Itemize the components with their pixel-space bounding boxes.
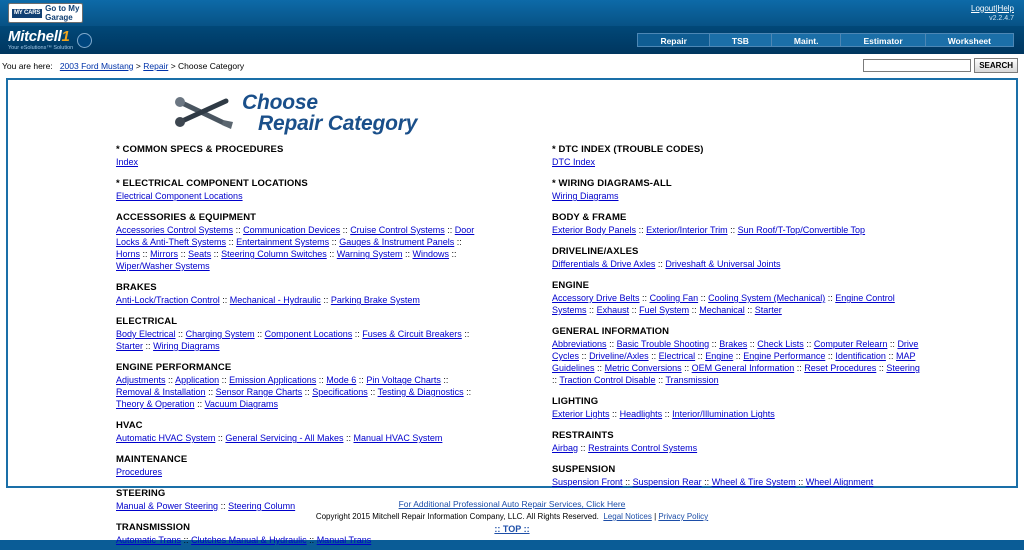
search-button[interactable]: SEARCH [974,58,1018,73]
link-sun-roof-t-top-convertible-top[interactable]: Sun Roof/T-Top/Convertible Top [737,225,866,235]
privacy-policy-link[interactable]: Privacy Policy [658,512,709,521]
section-restraints [552,430,1016,454]
footer-sep: | [654,512,657,521]
link-separator: | [995,3,998,13]
link-pin-voltage-charts[interactable]: Pin Voltage Charts [366,375,441,385]
breadcrumb-sep-1: > [135,60,141,71]
link-exterior-interior-trim[interactable]: Exterior/Interior Trim [646,225,728,235]
page-title [242,92,417,134]
section-maintenance [116,454,512,478]
link-interior-illumination-lights[interactable]: Interior/Illumination Lights [672,409,775,419]
section-body-frame [552,212,1016,236]
link-automatic-trans[interactable]: Automatic Trans [116,535,182,545]
section-steering [116,488,512,512]
link-body-electrical[interactable]: Body Electrical [116,329,176,339]
tab-estimator[interactable]: Estimator [841,34,925,46]
link-starter[interactable]: Starter [116,341,144,351]
my-garage-label-line1: Go to My [45,4,80,13]
section-heading: MAINTENANCE [116,454,188,465]
link-horns[interactable]: Horns [116,249,141,259]
my-garage-label [45,4,79,22]
wrench-icon [168,92,238,134]
link-exhaust[interactable]: Exhaust [596,305,630,315]
link-theory-operation[interactable]: Theory & Operation [116,399,195,409]
link-component-locations[interactable]: Component Locations [264,329,353,339]
search-input[interactable] [863,59,971,72]
section-heading: DRIVELINE/AXLES [552,246,639,257]
section-heading: HVAC [116,420,143,431]
section-links [552,190,922,202]
section-heading: * ELECTRICAL COMPONENT LOCATIONS [116,178,308,189]
link-accessory-drive-belts[interactable]: Accessory Drive Belts [552,293,640,303]
link-gi-steering[interactable]: Steering [886,363,920,373]
section-links: Airbag :: Restraints Control Systems [552,443,698,453]
link-metric-conversions[interactable]: Metric Conversions [604,363,682,373]
link-general-servicing-all-makes[interactable]: General Servicing - All Makes [225,433,344,443]
link-restraints-control-systems[interactable]: Restraints Control Systems [588,443,698,453]
link-wiring-diagrams[interactable]: Wiring Diagrams [153,341,220,351]
link-identification[interactable]: Identification [835,351,886,361]
link-airbag[interactable]: Airbag [552,443,579,453]
link-basic-trouble-shooting[interactable]: Basic Trouble Shooting [616,339,710,349]
section-heading: ELECTRICAL [116,316,178,327]
link-emission-applications[interactable]: Emission Applications [229,375,317,385]
link-anti-lock-traction-control[interactable]: Anti-Lock/Traction Control [116,295,220,305]
section-heading: BODY & FRAME [552,212,627,223]
breadcrumb-strip [0,54,1024,78]
main-nav-tabs [637,33,1014,47]
section-links: Automatic Trans :: Clutches Manual & Hydraulic :: Manual Trans [116,535,372,545]
section-links: Differentials & Drive Axles :: Driveshaft & Universal Joints [552,259,781,269]
link-mechanical-hydraulic[interactable]: Mechanical - Hydraulic [229,295,321,305]
link-exterior-lights[interactable]: Exterior Lights [552,409,610,419]
section-heading: RESTRAINTS [552,430,614,441]
top-right-links [971,4,1018,23]
section-links: Accessories Control Systems :: Communication Devices :: Cruise Control Systems :: Door Locks & Anti-Theft Systems :: Entertainment Systems :: Gauges & Instrument Panels :: Horns :: Mirrors :: Seats :: Steering Column Switches :: Warning System :: Windows :: Wiper/Washer Systems [116,225,475,271]
section-heading: * WIRING DIAGRAMS-ALL [552,178,672,189]
section-heading: * COMMON SPECS & PROCEDURES [116,144,284,155]
page-title-block [8,80,1016,138]
link-clutches-manual-hydraulic[interactable]: Clutches Manual & Hydraulic [191,535,307,545]
link-cruise-control-systems[interactable]: Cruise Control Systems [350,225,445,235]
logout-link[interactable]: Logout [971,3,996,13]
link-fuel-system[interactable]: Fuel System [639,305,690,315]
section-links: Suspension Front :: Suspension Rear :: Wheel & Tire System :: Wheel Alignment [552,477,874,487]
link-fuses-circuit-breakers[interactable]: Fuses & Circuit Breakers [362,329,462,339]
section-links: Exterior Body Panels :: Exterior/Interior Trim :: Sun Roof/T-Top/Convertible Top [552,225,866,235]
link-vacuum-diagrams[interactable]: Vacuum Diagrams [204,399,278,409]
link-gi-electrical[interactable]: Electrical [658,351,696,361]
link-suspension-rear[interactable]: Suspension Rear [632,477,702,487]
section-transmission [116,522,512,546]
top-bar [0,0,1024,26]
breadcrumb-repair[interactable]: Repair [143,60,169,71]
section-electrical [116,316,512,352]
section-links: Abbreviations :: Basic Trouble Shooting :: Brakes :: Check Lists :: Computer Relearn :: Drive Cycles :: Driveline/Axles :: Electrical :: Engine :: Engine Performance :: Identification :: MAP Guidelines :: Metric Conversions :: OEM General Information :: Reset Procedures :: Steering :: Traction Control Disable :: Transmission [552,339,920,385]
section-hvac [116,420,512,444]
brand-tagline: Your eSolutions™ Solution [8,45,74,51]
section-heading: LIGHTING [552,396,599,407]
link-computer-relearn[interactable]: Computer Relearn [813,339,888,349]
link-windows[interactable]: Windows [412,249,450,259]
my-cars-logo: MY CARS [14,9,41,16]
tab-tsb[interactable]: TSB [710,34,772,46]
link-sensor-range-charts[interactable]: Sensor Range Charts [215,387,303,397]
breadcrumb-prefix: You are here: [2,60,53,71]
link-manual-trans[interactable]: Manual Trans [316,535,372,545]
link-charging-system[interactable]: Charging System [185,329,255,339]
section-links [116,156,486,168]
my-garage-label-line2: Garage [45,13,73,22]
link-entertainment-systems[interactable]: Entertainment Systems [236,237,330,247]
link-engine-control-systems[interactable]: Engine Control Systems [552,293,895,315]
link-mode-6[interactable]: Mode 6 [326,375,357,385]
right-column [512,144,1016,556]
back-to-top-link[interactable]: :: TOP :: [494,524,530,534]
section-heading: BRAKES [116,282,157,293]
left-column [8,144,512,556]
section-wiring-diagrams-all [552,178,1016,202]
link-warning-system[interactable]: Warning System [336,249,403,259]
section-common-specs [116,144,512,168]
link-wiper-washer-systems[interactable]: Wiper/Washer Systems [116,261,210,271]
breadcrumb [2,61,244,71]
link-door-locks-anti-theft[interactable]: Door Locks & Anti-Theft Systems [116,225,475,247]
my-garage-button[interactable] [8,3,83,23]
link-testing-diagnostics[interactable]: Testing & Diagnostics [377,387,464,397]
section-engine [552,280,1016,316]
section-links: Anti-Lock/Traction Control :: Mechanical - Hydraulic :: Parking Brake System [116,295,420,305]
section-heading: TRANSMISSION [116,522,191,533]
section-general-information [552,326,1016,386]
link-traction-control-disable[interactable]: Traction Control Disable [559,375,656,385]
link-gi-brakes[interactable]: Brakes [719,339,748,349]
link-manual-hvac-system[interactable]: Manual HVAC System [353,433,443,443]
help-link[interactable]: Help [997,3,1014,13]
section-lighting [552,396,1016,420]
link-index[interactable]: Index [116,157,139,167]
link-dtc-index[interactable]: DTC Index [552,157,596,167]
link-application[interactable]: Application [175,375,220,385]
link-engine-starter[interactable]: Starter [754,305,782,315]
brand-bar [0,26,1024,54]
section-heading: STEERING [116,488,166,499]
link-steering-column[interactable]: Steering Column [228,501,296,511]
link-cooling-system-mechanical[interactable]: Cooling System (Mechanical) [708,293,826,303]
tab-maint[interactable]: Maint. [772,34,842,46]
version-label: v2.2.4.7 [989,14,1014,22]
breadcrumb-current: Choose Category [178,60,245,71]
brand-name-accent: 1 [61,28,70,45]
section-links: Exterior Lights :: Headlights :: Interior/Illumination Lights [552,409,775,419]
link-differentials-drive-axles[interactable]: Differentials & Drive Axles [552,259,656,269]
section-heading: ENGINE [552,280,590,291]
section-heading: GENERAL INFORMATION [552,326,670,337]
link-reset-procedures[interactable]: Reset Procedures [804,363,877,373]
section-links [552,156,922,168]
category-columns [8,138,1016,556]
link-drive-cycles[interactable]: Drive Cycles [552,339,919,361]
section-links [116,466,486,478]
brand-name-text: Mitchell [8,28,62,45]
section-accessories-equipment [116,212,512,272]
legal-notices-link[interactable]: Legal Notices [603,512,652,521]
link-manual-power-steering[interactable]: Manual & Power Steering [116,501,219,511]
link-driveshaft-universal-joints[interactable]: Driveshaft & Universal Joints [665,259,781,269]
link-steering-column-switches[interactable]: Steering Column Switches [221,249,327,259]
link-procedures[interactable]: Procedures [116,467,163,477]
link-gauges-instrument-panels[interactable]: Gauges & Instrument Panels [339,237,455,247]
link-wheel-tire-system[interactable]: Wheel & Tire System [711,477,796,487]
link-check-lists[interactable]: Check Lists [757,339,804,349]
section-heading: SUSPENSION [552,464,616,475]
section-electrical-component-locations [116,178,512,202]
page-title-line2: Repair Category [258,112,418,135]
brand-circle-icon [77,33,92,48]
link-specifications[interactable]: Specifications [312,387,368,397]
link-gi-engine[interactable]: Engine [705,351,734,361]
brand-name [8,29,73,44]
section-heading: ENGINE PERFORMANCE [116,362,232,373]
section-links: Automatic HVAC System :: General Servicing - All Makes :: Manual HVAC System [116,433,443,443]
link-exterior-body-panels[interactable]: Exterior Body Panels [552,225,637,235]
link-oem-general-information[interactable]: OEM General Information [691,363,795,373]
link-cooling-fan[interactable]: Cooling Fan [649,293,699,303]
link-mechanical[interactable]: Mechanical [699,305,745,315]
section-links: Accessory Drive Belts :: Cooling Fan :: Cooling System (Mechanical) :: Engine Control Systems :: Exhaust :: Fuel System :: Mechanical :: Starter [552,293,895,315]
link-adjustments[interactable]: Adjustments [116,375,166,385]
link-suspension-front[interactable]: Suspension Front [552,477,623,487]
link-abbreviations[interactable]: Abbreviations [552,339,607,349]
link-gi-engine-performance[interactable]: Engine Performance [743,351,826,361]
link-wheel-alignment[interactable]: Wheel Alignment [805,477,874,487]
section-links: Adjustments :: Application :: Emission Applications :: Mode 6 :: Pin Voltage Charts :: Removal & Installation :: Sensor Range Charts :: Specifications :: Testing & Diagnostics :: Theory & Operation :: Vacuum Diagrams [116,375,472,409]
section-links: Manual & Power Steering :: Steering Column [116,501,296,511]
tab-repair[interactable]: Repair [638,34,709,46]
section-heading: ACCESSORIES & EQUIPMENT [116,212,257,223]
page-title-line1: Choose [242,91,318,114]
copyright-text: Copyright 2015 Mitchell Repair Information Company, LLC. All Rights Reserved. [315,512,599,521]
section-engine-performance [116,362,512,410]
section-brakes [116,282,512,306]
tab-worksheet[interactable]: Worksheet [947,35,991,46]
link-headlights[interactable]: Headlights [619,409,663,419]
link-mirrors[interactable]: Mirrors [150,249,179,259]
section-suspension [552,464,1016,488]
section-driveline-axles [552,246,1016,270]
link-gi-driveline-axles[interactable]: Driveline/Axles [589,351,649,361]
link-seats[interactable]: Seats [188,249,212,259]
section-links: Body Electrical :: Charging System :: Component Locations :: Fuses & Circuit Breakers :: Starter :: Wiring Diagrams [116,329,470,351]
link-gi-transmission[interactable]: Transmission [665,375,719,385]
search-box [863,58,1018,73]
link-electrical-component-locations[interactable]: Electrical Component Locations [116,191,243,201]
link-removal-installation[interactable]: Removal & Installation [116,387,206,397]
brand-logo[interactable] [4,29,92,51]
section-links [116,190,486,202]
pro-services-link[interactable]: For Additional Professional Auto Repair Services, Click Here [398,499,626,509]
link-map-guidelines[interactable]: MAP Guidelines [552,351,916,373]
link-automatic-hvac-system[interactable]: Automatic HVAC System [116,433,216,443]
breadcrumb-sep-2: > [170,60,176,71]
link-parking-brake-system[interactable]: Parking Brake System [330,295,420,305]
breadcrumb-vehicle[interactable]: 2003 Ford Mustang [59,60,134,71]
link-accessories-control-systems[interactable]: Accessories Control Systems [116,225,234,235]
link-communication-devices[interactable]: Communication Devices [243,225,341,235]
section-heading: * DTC INDEX (TROUBLE CODES) [552,144,704,155]
link-wiring-diagrams-all[interactable]: Wiring Diagrams [552,191,619,201]
section-dtc-index [552,144,1016,168]
